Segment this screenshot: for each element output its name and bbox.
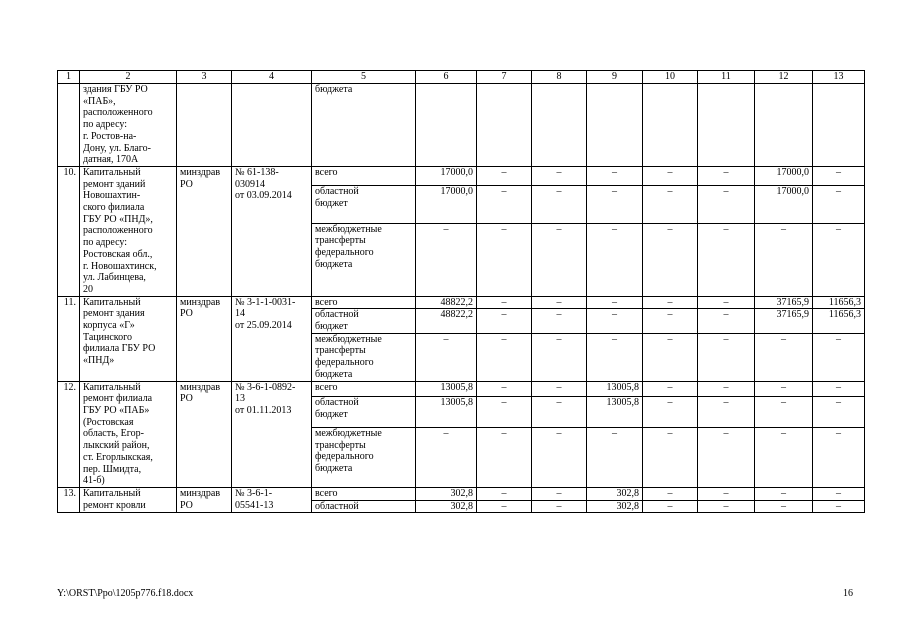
amount-cell: – [698, 223, 755, 296]
column-number-header: 12 [755, 71, 813, 84]
amount-cell: – [532, 487, 587, 500]
amount-cell [532, 84, 587, 167]
item-number: 12. [58, 381, 80, 487]
amount-cell: – [643, 166, 698, 185]
document-reference-text: № 61-138- 030914 от 03.09.2014 [235, 166, 292, 202]
funding-source-text: областной бюджет [315, 397, 359, 421]
amount-cell: – [643, 333, 698, 381]
amount-cell [755, 84, 813, 167]
amount-cell: – [477, 333, 532, 381]
amount-cell: – [477, 223, 532, 296]
amount-cell: – [755, 428, 813, 488]
amount-cell: – [755, 397, 813, 428]
funding-source-text: межбюджетные трансферты федерального бюджета [315, 428, 382, 475]
header-row [58, 71, 865, 84]
funding-source [312, 223, 416, 296]
footer-file-path: Y:\ORST\Ppo\1205p776.f18.docx [57, 588, 194, 599]
item-number: 13. [58, 487, 80, 512]
amount-cell: – [643, 428, 698, 488]
amount-cell: 11656,3 [813, 296, 865, 309]
responsible-org [177, 381, 232, 487]
amount-cell [416, 84, 477, 167]
amount-cell: – [416, 223, 477, 296]
column-number-header: 8 [532, 71, 587, 84]
amount-cell: 17000,0 [755, 186, 813, 223]
amount-cell: – [416, 333, 477, 381]
item-number [58, 84, 80, 167]
amount-cell: – [532, 397, 587, 428]
amount-cell [813, 84, 865, 167]
funding-source-text: бюджета [315, 84, 353, 95]
document-reference [232, 381, 312, 487]
amount-cell: 13005,8 [416, 381, 477, 397]
amount-cell: 302,8 [587, 500, 643, 513]
document-reference-text: № 3-6-1- 05541-13 [235, 487, 274, 511]
column-number-header: 9 [587, 71, 643, 84]
amount-cell: – [643, 500, 698, 513]
amount-cell: – [643, 381, 698, 397]
object-name-text: здания ГБУ РО «ПАБ», расположенного по адресу: г. Ростов-на- Дону, ул. Благо- датная, 170А [83, 84, 153, 166]
funding-source [312, 397, 416, 428]
funding-source [312, 166, 416, 185]
amount-cell: – [698, 309, 755, 333]
column-number-header: 10 [643, 71, 698, 84]
table-row [58, 166, 865, 185]
document-reference [232, 84, 312, 167]
budget-table [57, 70, 865, 513]
table-row [58, 296, 865, 309]
document-reference [232, 487, 312, 512]
amount-cell: – [587, 223, 643, 296]
amount-cell: 37165,9 [755, 309, 813, 333]
document-reference-text: № 3-6-1-0892- 13 от 01.11.2013 [235, 381, 296, 416]
amount-cell: – [477, 500, 532, 513]
amount-cell: – [587, 296, 643, 309]
responsible-org [177, 487, 232, 512]
object-name [80, 487, 177, 512]
table-row [58, 84, 865, 167]
funding-source [312, 186, 416, 223]
funding-source [312, 333, 416, 381]
amount-cell: – [587, 333, 643, 381]
amount-cell: – [643, 186, 698, 223]
amount-cell: – [755, 381, 813, 397]
object-name [80, 381, 177, 487]
funding-source-text: областной бюджет [315, 186, 359, 210]
amount-cell: – [643, 487, 698, 500]
column-number-header: 1 [58, 71, 80, 84]
amount-cell [698, 84, 755, 167]
responsible-org-text: минздрав РО [180, 487, 221, 511]
document-reference [232, 166, 312, 296]
document-reference [232, 296, 312, 381]
amount-cell: – [532, 309, 587, 333]
amount-cell: – [532, 223, 587, 296]
responsible-org-text: минздрав РО [180, 166, 221, 190]
item-number: 11. [58, 296, 80, 381]
funding-source-text: межбюджетные трансферты федерального бюджета [315, 223, 382, 270]
amount-cell: – [532, 428, 587, 488]
amount-cell: – [755, 500, 813, 513]
funding-source [312, 428, 416, 488]
column-number-header: 6 [416, 71, 477, 84]
amount-cell: 48822,2 [416, 296, 477, 309]
responsible-org [177, 296, 232, 381]
amount-cell: – [698, 166, 755, 185]
responsible-org-text: минздрав РО [180, 381, 221, 405]
amount-cell: – [477, 397, 532, 428]
amount-cell: – [587, 166, 643, 185]
amount-cell: – [532, 186, 587, 223]
amount-cell: – [587, 186, 643, 223]
amount-cell: – [643, 397, 698, 428]
amount-cell: – [698, 397, 755, 428]
amount-cell: 17000,0 [755, 166, 813, 185]
amount-cell: – [532, 166, 587, 185]
amount-cell: – [698, 487, 755, 500]
amount-cell: 13005,8 [587, 381, 643, 397]
item-number: 10. [58, 166, 80, 296]
amount-cell: – [477, 309, 532, 333]
amount-cell: 11656,3 [813, 309, 865, 333]
funding-source-text: всего [315, 487, 338, 499]
funding-source [312, 381, 416, 397]
object-name-text: Капитальный ремонт здания корпуса «Г» Тацинского филиала ГБУ РО «ПНД» [83, 296, 156, 367]
funding-source [312, 84, 416, 167]
amount-cell: – [813, 166, 865, 185]
amount-cell [587, 84, 643, 167]
responsible-org-text: минздрав РО [180, 296, 221, 320]
document-reference-text: № 3-1-1-0031- 14 от 25.09.2014 [235, 296, 296, 332]
amount-cell: – [532, 296, 587, 309]
funding-source-text: всего [315, 166, 338, 178]
amount-cell: – [532, 381, 587, 397]
funding-source-text: межбюджетные трансферты федерального бюджета [315, 333, 382, 380]
amount-cell: 13005,8 [587, 397, 643, 428]
object-name [80, 166, 177, 296]
amount-cell: – [698, 500, 755, 513]
footer-page-number: 16 [843, 588, 853, 599]
amount-cell: – [587, 309, 643, 333]
amount-cell: 17000,0 [416, 186, 477, 223]
amount-cell: – [477, 428, 532, 488]
amount-cell: – [477, 487, 532, 500]
funding-source [312, 296, 416, 309]
amount-cell: – [477, 186, 532, 223]
amount-cell: – [813, 381, 865, 397]
amount-cell: – [698, 296, 755, 309]
amount-cell: – [813, 487, 865, 500]
amount-cell: – [698, 186, 755, 223]
amount-cell: – [813, 186, 865, 223]
amount-cell: – [416, 428, 477, 488]
amount-cell: 302,8 [416, 500, 477, 513]
amount-cell: – [698, 428, 755, 488]
amount-cell [477, 84, 532, 167]
amount-cell: – [755, 333, 813, 381]
object-name [80, 296, 177, 381]
amount-cell [643, 84, 698, 167]
object-name-text: Капитальный ремонт зданий Новошахтин- ского филиала ГБУ РО «ПНД», расположенного по адресу: Ростовская обл., г. Новошахтинск, ул. Лабинцева, 20 [83, 166, 157, 295]
object-name-text: Капитальный ремонт кровли [83, 487, 146, 511]
column-number-header: 7 [477, 71, 532, 84]
funding-source [312, 500, 416, 513]
funding-source [312, 309, 416, 333]
amount-cell: – [532, 333, 587, 381]
amount-cell: – [698, 381, 755, 397]
amount-cell: – [643, 296, 698, 309]
amount-cell: – [813, 223, 865, 296]
funding-source [312, 487, 416, 500]
object-name-text: Капитальный ремонт филиала ГБУ РО «ПАБ» (Ростовская область, Егор- лыкский район, ст. Егорлыкская, пер. Шмидта, 41-б) [83, 381, 153, 487]
responsible-org [177, 84, 232, 167]
amount-cell: – [813, 333, 865, 381]
funding-source-text: всего [315, 381, 338, 393]
object-name [80, 84, 177, 167]
funding-source-text: областной [315, 500, 359, 512]
column-number-header: 5 [312, 71, 416, 84]
amount-cell: – [755, 487, 813, 500]
amount-cell: 13005,8 [416, 397, 477, 428]
amount-cell: – [477, 296, 532, 309]
amount-cell: – [698, 333, 755, 381]
responsible-org [177, 166, 232, 296]
column-number-header: 4 [232, 71, 312, 84]
column-number-header: 3 [177, 71, 232, 84]
funding-source-text: всего [315, 296, 338, 308]
column-number-header: 13 [813, 71, 865, 84]
amount-cell: – [532, 500, 587, 513]
amount-cell: – [477, 381, 532, 397]
amount-cell: – [813, 500, 865, 513]
amount-cell: – [813, 397, 865, 428]
table-row [58, 381, 865, 397]
amount-cell: 37165,9 [755, 296, 813, 309]
amount-cell: – [643, 223, 698, 296]
amount-cell: 302,8 [587, 487, 643, 500]
amount-cell: – [477, 166, 532, 185]
funding-source-text: областной бюджет [315, 309, 359, 333]
amount-cell: 48822,2 [416, 309, 477, 333]
amount-cell: – [755, 223, 813, 296]
amount-cell: 302,8 [416, 487, 477, 500]
amount-cell: 17000,0 [416, 166, 477, 185]
amount-cell: – [587, 428, 643, 488]
table-row [58, 487, 865, 500]
column-number-header: 2 [80, 71, 177, 84]
amount-cell: – [643, 309, 698, 333]
column-number-header: 11 [698, 71, 755, 84]
amount-cell: – [813, 428, 865, 488]
